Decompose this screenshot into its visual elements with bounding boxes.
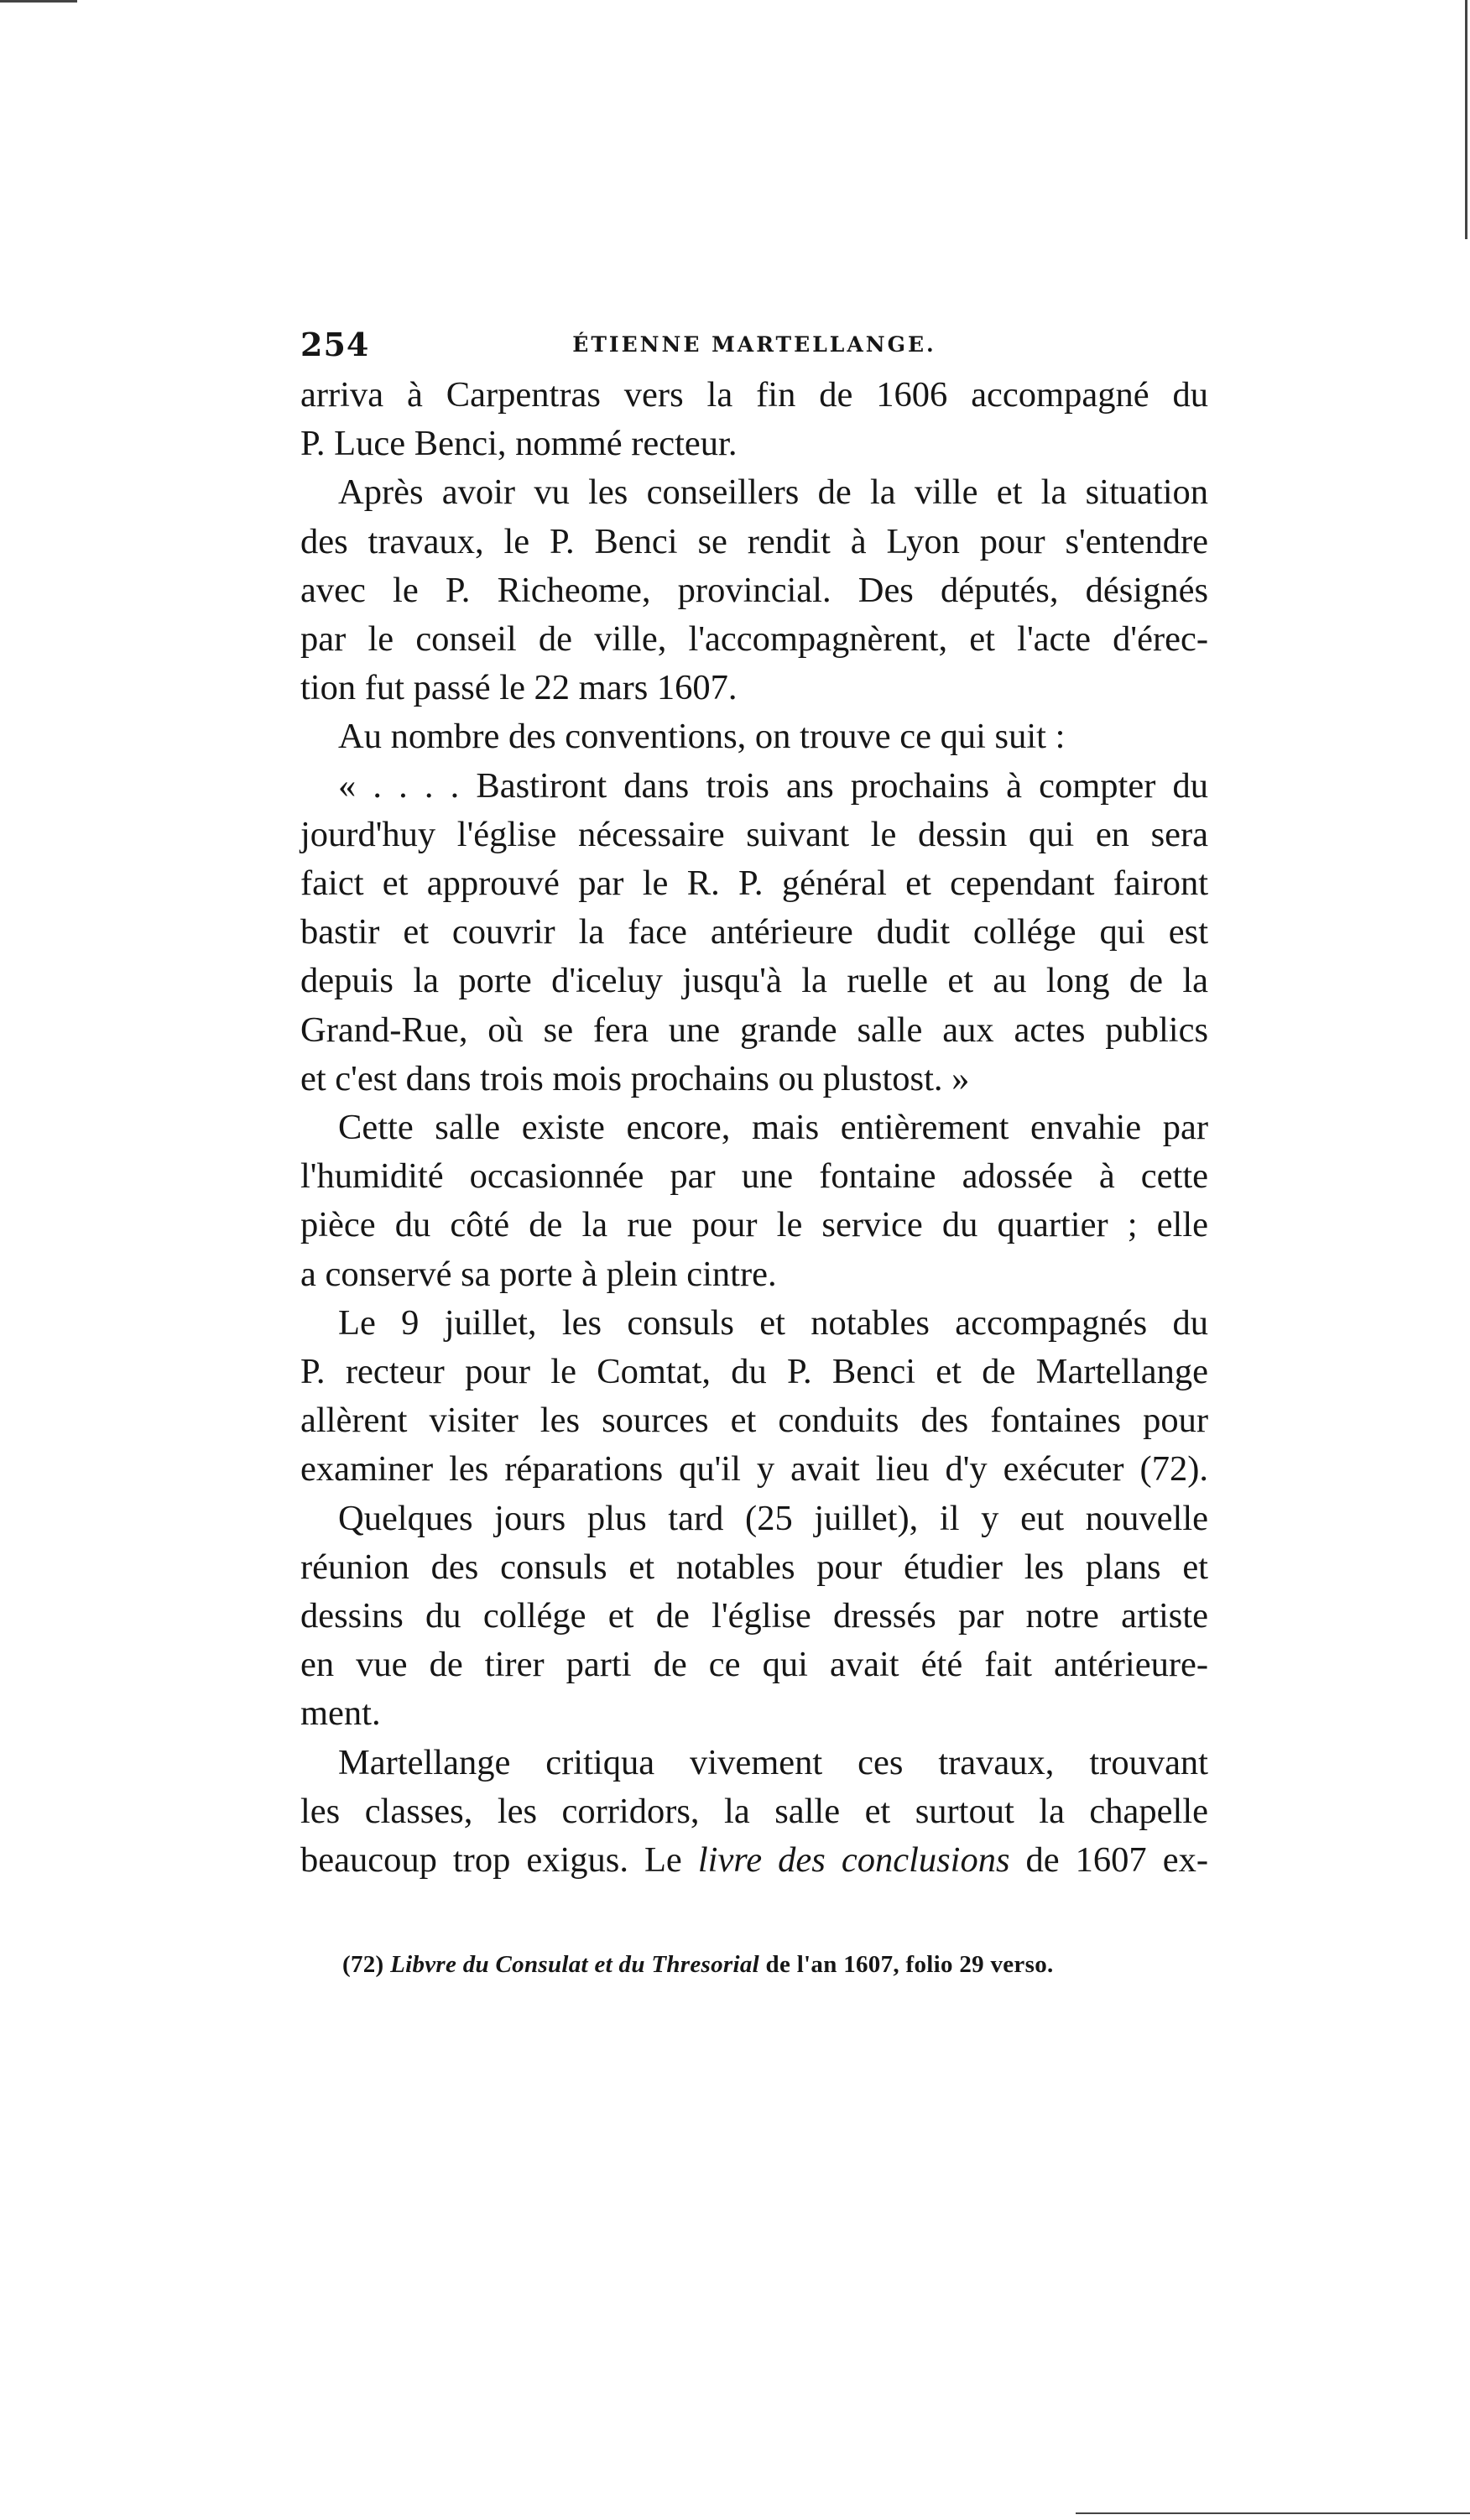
text-line: Au nombre des conventions, on trouve ce qui suit :: [338, 717, 1066, 757]
text-line: des travaux, le P. Benci se rendit à Lyon pour s'entendre: [300, 521, 1208, 561]
text-line: « . . . . Bastiront dans trois ans prochains à compter du: [338, 765, 1208, 806]
text-line: et c'est dans trois mois prochains ou plustost. »: [300, 1058, 970, 1098]
text-line: allèrent visiter les sources et conduits des fontaines pour: [300, 1401, 1208, 1441]
italic-title: livre des conclusions: [697, 1840, 1010, 1881]
text-line: P. Luce Benci, nommé recteur.: [300, 424, 738, 464]
text-line: en vue de tirer parti de ce qui avait été fait antérieure-: [300, 1645, 1208, 1685]
text-line: pièce du côté de la rue pour le service du quartier ; elle: [300, 1205, 1208, 1245]
text-line: depuis la porte d'iceluy jusqu'à la ruelle et au long de la: [300, 961, 1208, 1001]
text-line: l'humidité occasionnée par une fontaine adossée à cette: [300, 1156, 1208, 1197]
text-line: Quelques jours plus tard (25 juillet), il y eut nouvelle: [338, 1498, 1208, 1538]
text-line: tion fut passé le 22 mars 1607.: [300, 668, 738, 708]
text-line: faict et approuvé par le R. P. général et cependant fairont: [300, 863, 1208, 904]
text-line: Grand-Rue, où se fera une grande salle aux actes publics: [300, 1010, 1208, 1050]
footnote-source-title: Libvre du Consulat et du Thresorial: [390, 1951, 759, 1978]
text-line: Le 9 juillet, les consuls et notables accompagnés du: [338, 1302, 1208, 1343]
scan-edge-mark-bottom-right: [1076, 2512, 1470, 2514]
text-line-mixed: [300, 1836, 1208, 1885]
text-line: les classes, les corridors, la salle et surtout la chapelle: [300, 1791, 1208, 1831]
footnote-number: (72): [342, 1951, 384, 1978]
text-line: P. recteur pour le Comtat, du P. Benci et de Martellange: [300, 1352, 1208, 1392]
text-line: jourd'huy l'église nécessaire suivant le dessin qui en sera: [300, 814, 1208, 854]
text-line: Martellange critiqua vivement ces travaux, trouvant: [338, 1742, 1208, 1782]
text-segment: de 1607 ex-: [1009, 1840, 1208, 1881]
body-text: [300, 371, 1208, 1885]
text-line: Cette salle existe encore, mais entièrement envahie par: [338, 1108, 1208, 1148]
running-head: [300, 326, 1208, 364]
text-line: ment.: [300, 1693, 381, 1734]
footnote: [342, 1951, 1054, 1979]
page-number: 254: [300, 326, 370, 363]
running-title: ÉTIENNE MARTELLANGE.: [572, 332, 936, 357]
book-page: [300, 326, 1208, 1978]
text-line: a conservé sa porte à plein cintre.: [300, 1254, 777, 1294]
footnote-reference: de l'an 1607, folio 29 verso.: [759, 1951, 1054, 1978]
text-line: bastir et couvrir la face antérieure dudit collége qui est: [300, 912, 1208, 952]
text-line: Après avoir vu les conseillers de la ville et la situation: [338, 472, 1208, 513]
text-line: arriva à Carpentras vers la fin de 1606 accompagné du: [300, 375, 1208, 415]
text-segment: beaucoup trop exigus. Le: [300, 1840, 698, 1881]
text-line: réunion des consuls et notables pour étudier les plans et: [300, 1547, 1208, 1587]
scan-edge-mark-top-left: [0, 0, 77, 3]
text-line: par le conseil de ville, l'accompagnèrent, et l'acte d'érec-: [300, 619, 1208, 660]
text-line: dessins du collége et de l'église dressés par notre artiste: [300, 1596, 1208, 1636]
scan-edge-mark-right: [1465, 0, 1467, 239]
text-line: examiner les réparations qu'il y avait lieu d'y exécuter (72).: [300, 1449, 1208, 1490]
text-line: avec le P. Richeome, provincial. Des députés, désignés: [300, 570, 1208, 610]
